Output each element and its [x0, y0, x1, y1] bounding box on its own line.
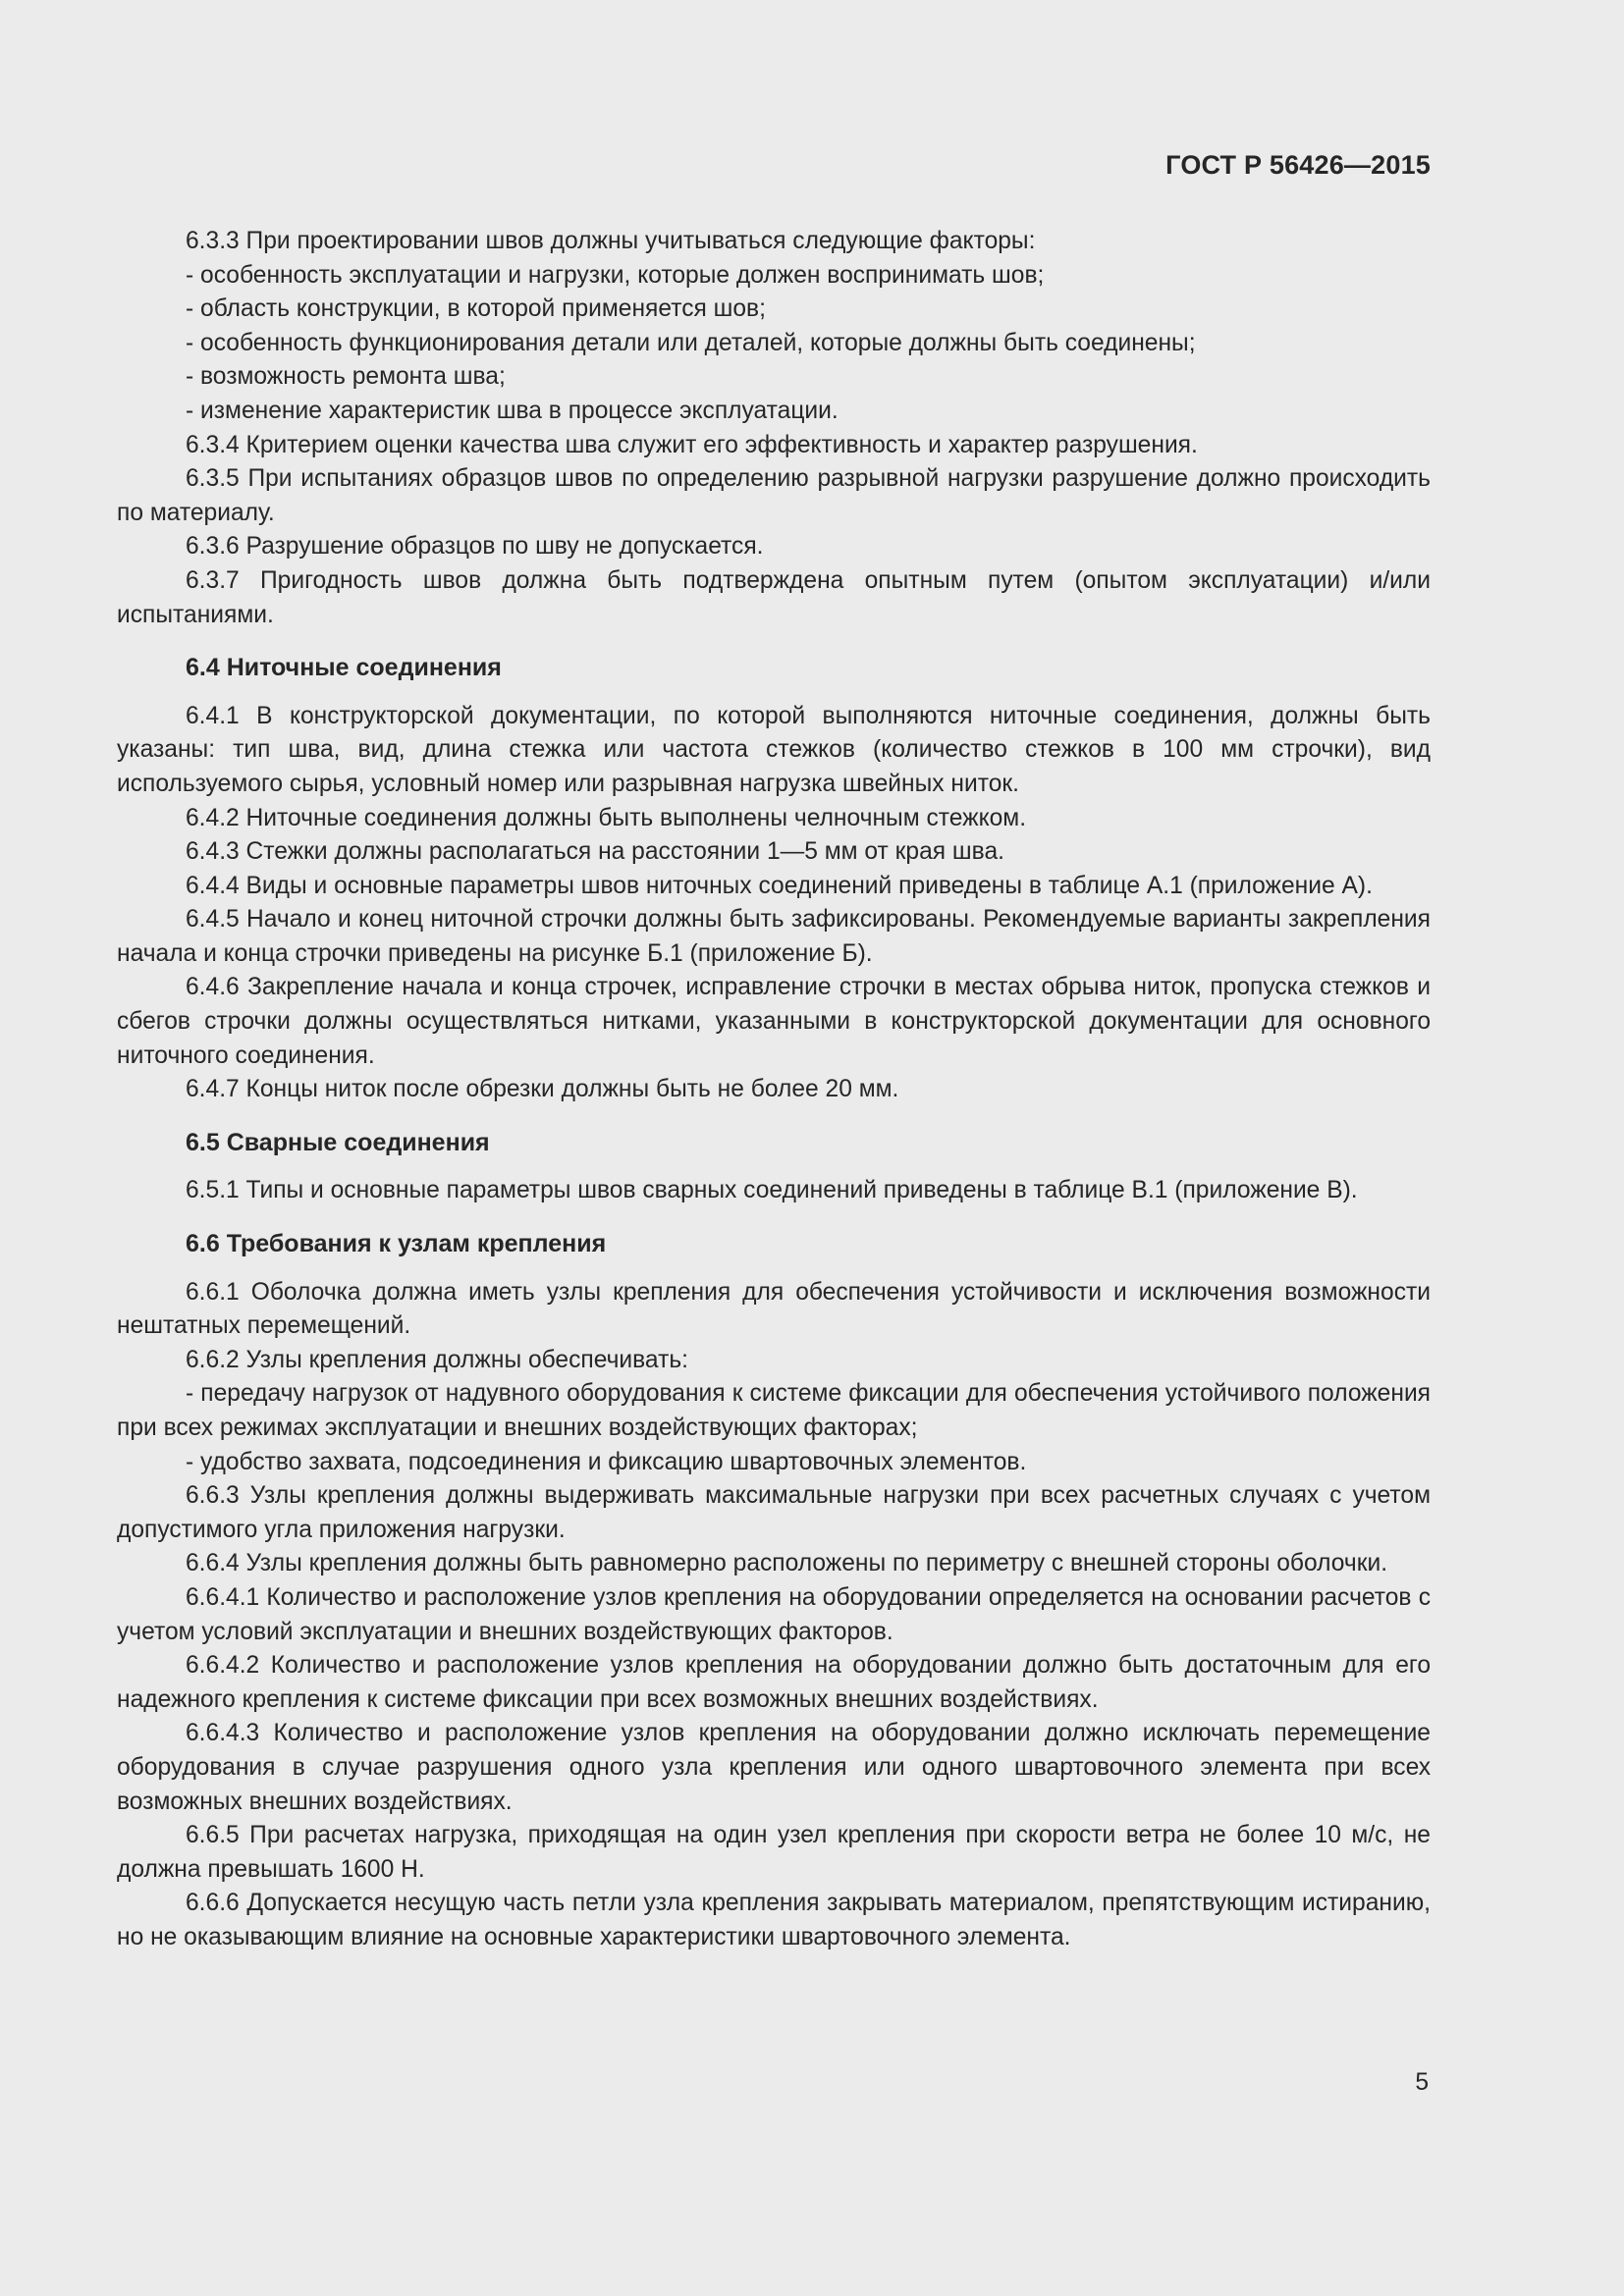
list-item: - изменение характеристик шва в процессе эксплуатации.	[186, 397, 839, 424]
clause-6-3-6: 6.3.6 Разрушение образцов по шву не допускается.	[186, 533, 764, 561]
clause-6-3-4: 6.3.4 Критерием оценки качества шва служит его эффективность и характер разрушения.	[186, 431, 1198, 458]
clause-6-4-5: 6.4.5 Начало и конец ниточной строчки должны быть зафиксированы. Рекомендуемые варианты закрепления начала и конца строчки приведены на рисунке Б.1 (приложение Б).	[117, 906, 1431, 967]
document-body	[117, 225, 1431, 1955]
clause-6-6-4-3: 6.6.4.3 Количество и расположение узлов крепления на оборудовании должно исключать перемещение оборудования в случае разрушения одного узла крепления или одного швартовочного элемента при всех возможных внешних воздействиях.	[117, 1720, 1431, 1815]
clause-6-6-3: 6.6.3 Узлы крепления должны выдерживать максимальные нагрузки при всех расчетных случаях с учетом допустимого угла приложения нагрузки.	[117, 1482, 1431, 1543]
clause-6-6-5: 6.6.5 При расчетах нагрузка, приходящая на один узел крепления при скорости ветра не более 10 м/с, не должна превышать 1600 Н.	[117, 1822, 1431, 1883]
list-item: - передачу нагрузок от надувного оборудования к системе фиксации для обеспечения устойчивого положения при всех режимах эксплуатации и внешних воздействующих факторах;	[117, 1380, 1431, 1441]
page-number: 5	[1415, 2069, 1429, 2096]
clause-6-4-7: 6.4.7 Концы ниток после обрезки должны быть не более 20 мм.	[186, 1076, 899, 1103]
document-code-header: ГОСТ Р 56426—2015	[1165, 150, 1431, 180]
clause-6-6-6: 6.6.6 Допускается несущую часть петли узла крепления закрывать материалом, препятствующим истиранию, но не оказывающим влияние на основные характеристики швартовочного элемента.	[117, 1890, 1431, 1950]
clause-6-6-4-1: 6.6.4.1 Количество и расположение узлов крепления на оборудовании определяется на основании расчетов с учетом условий эксплуатации и внешних воздействующих факторов.	[117, 1583, 1431, 1645]
clause-6-4-3: 6.4.3 Стежки должны располагаться на расстоянии 1—5 мм от края шва.	[186, 838, 1004, 866]
list-item: - удобство захвата, подсоединения и фиксацию швартовочных элементов.	[186, 1448, 1027, 1475]
clause-6-6-1: 6.6.1 Оболочка должна иметь узлы крепления для обеспечения устойчивости и исключения возможности нештатных перемещений.	[117, 1278, 1431, 1340]
list-item: - особенность функционирования детали или деталей, которые должны быть соединены;	[186, 329, 1196, 356]
list-item: - возможность ремонта шва;	[186, 363, 506, 391]
section-heading-6-4: 6.4 Ниточные соединения	[186, 654, 502, 682]
clause-6-4-6: 6.4.6 Закрепление начала и конца строчек, исправление строчки в местах обрыва ниток, пропуска стежков и сбегов строчки должны осуществляться нитками, указанными в конструкторской документации для основного ниточного соединения.	[117, 974, 1431, 1069]
clause-6-6-4: 6.6.4 Узлы крепления должны быть равномерно расположены по периметру с внешней стороны оболочки.	[186, 1550, 1388, 1577]
clause-6-3-7: 6.3.7 Пригодность швов должна быть подтверждена опытным путем (опытом эксплуатации) и/или испытаниями.	[117, 566, 1431, 628]
list-item: - область конструкции, в которой применяется шов;	[186, 295, 766, 323]
clause-6-4-1: 6.4.1 В конструкторской документации, по которой выполняются ниточные соединения, должны быть указаны: тип шва, вид, длина стежка или частота стежков (количество стежков в 100 мм строчки), вид используемого сырья, условный номер или разрывная нагрузка швейных ниток.	[117, 702, 1431, 797]
clause-6-6-4-2: 6.6.4.2 Количество и расположение узлов крепления на оборудовании должно быть достаточным для его надежного крепления к системе фиксации при всех возможных внешних воздействиях.	[117, 1652, 1431, 1713]
clause-6-5-1: 6.5.1 Типы и основные параметры швов сварных соединений приведены в таблице В.1 (приложение В).	[186, 1177, 1358, 1204]
clause-6-4-4: 6.4.4 Виды и основные параметры швов ниточных соединений приведены в таблице А.1 (приложение А).	[186, 872, 1373, 899]
list-item: - особенность эксплуатации и нагрузки, которые должен воспринимать шов;	[186, 261, 1045, 289]
clause-6-6-2: 6.6.2 Узлы крепления должны обеспечивать:	[186, 1346, 688, 1373]
section-heading-6-5: 6.5 Сварные соединения	[186, 1128, 490, 1156]
clause-6-3-3: 6.3.3 При проектировании швов должны учитываться следующие факторы:	[186, 228, 1036, 254]
section-heading-6-6: 6.6 Требования к узлам крепления	[186, 1230, 607, 1258]
clause-6-3-5: 6.3.5 При испытаниях образцов швов по определению разрывной нагрузки разрушение должно происходить по материалу.	[117, 465, 1431, 526]
clause-6-4-2: 6.4.2 Ниточные соединения должны быть выполнены челночным стежком.	[186, 804, 1027, 831]
